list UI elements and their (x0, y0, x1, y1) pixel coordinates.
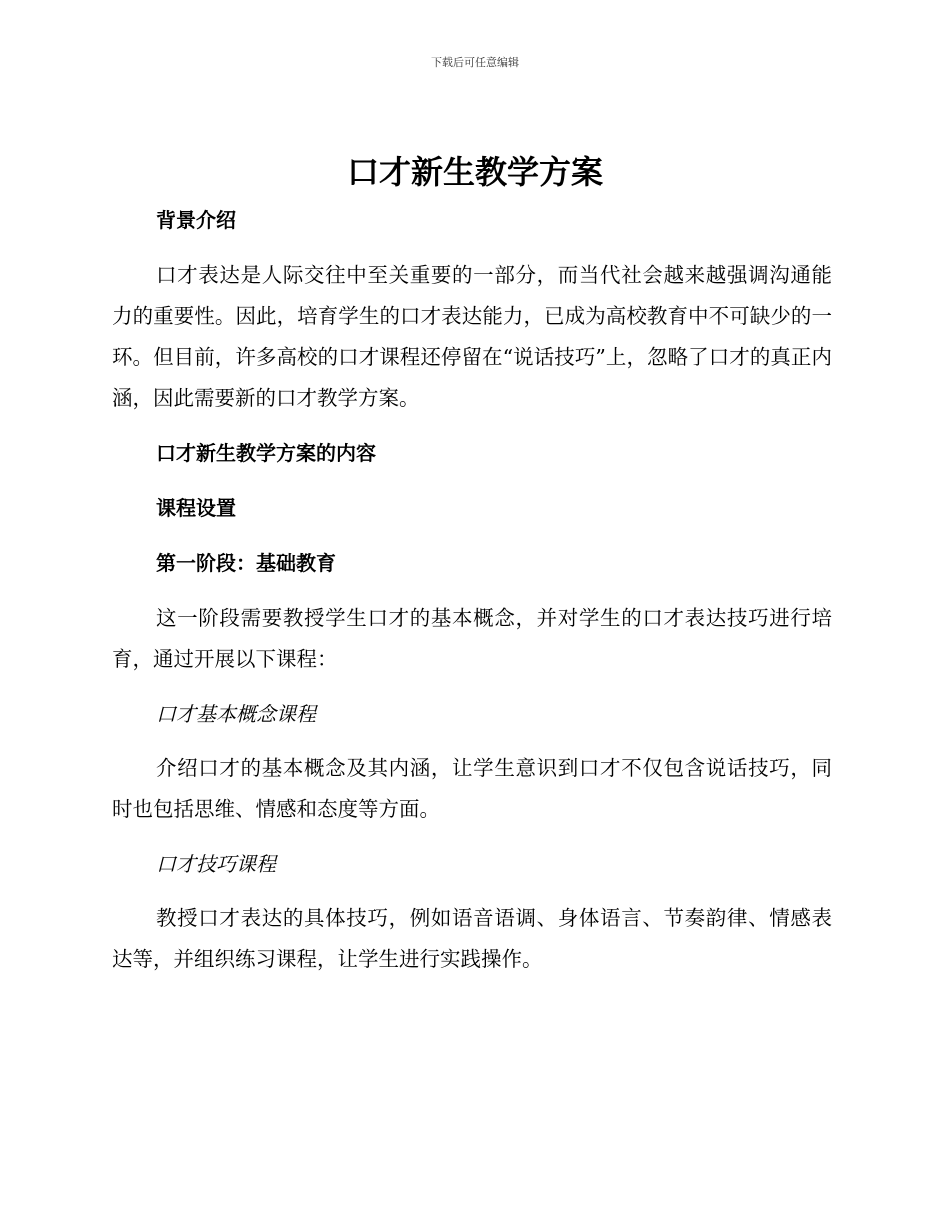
course2-paragraph: 教授口才表达的具体技巧，例如语音语调、身体语言、节奏韵律、情感表达等，并组织练习课程，让学生进行实践操作。 (112, 906, 832, 971)
background-heading: 背景介绍 (156, 208, 236, 232)
course1-paragraph: 介绍口才的基本概念及其内涵，让学生意识到口才不仅包含说话技巧，同时也包括思维、情感和态度等方面。 (112, 756, 832, 821)
stage1-heading: 第一阶段：基础教育 (156, 551, 336, 575)
background-paragraph: 口才表达是人际交往中至关重要的一部分，而当代社会越来越强调沟通能力的重要性。因此，培育学生的口才表达能力，已成为高校教育中不可缺少的一环。但目前，许多高校的口才课程还停留在“说话技巧”上，忽略了口才的真正内涵，因此需要新的口才教学方案。 (112, 263, 832, 410)
course2-title: 口才技巧课程 (156, 852, 276, 876)
document-title: 口才新生教学方案 (346, 153, 603, 191)
course-setup-heading: 课程设置 (156, 496, 236, 520)
document-body (112, 200, 832, 994)
header-note: 下载后可任意编辑 (431, 56, 519, 69)
course1-title: 口才基本概念课程 (156, 702, 316, 726)
stage1-paragraph: 这一阶段需要教授学生口才的基本概念，并对学生的口才表达技巧进行培育，通过开展以下课程： (112, 606, 832, 671)
content-heading: 口才新生教学方案的内容 (156, 441, 376, 465)
